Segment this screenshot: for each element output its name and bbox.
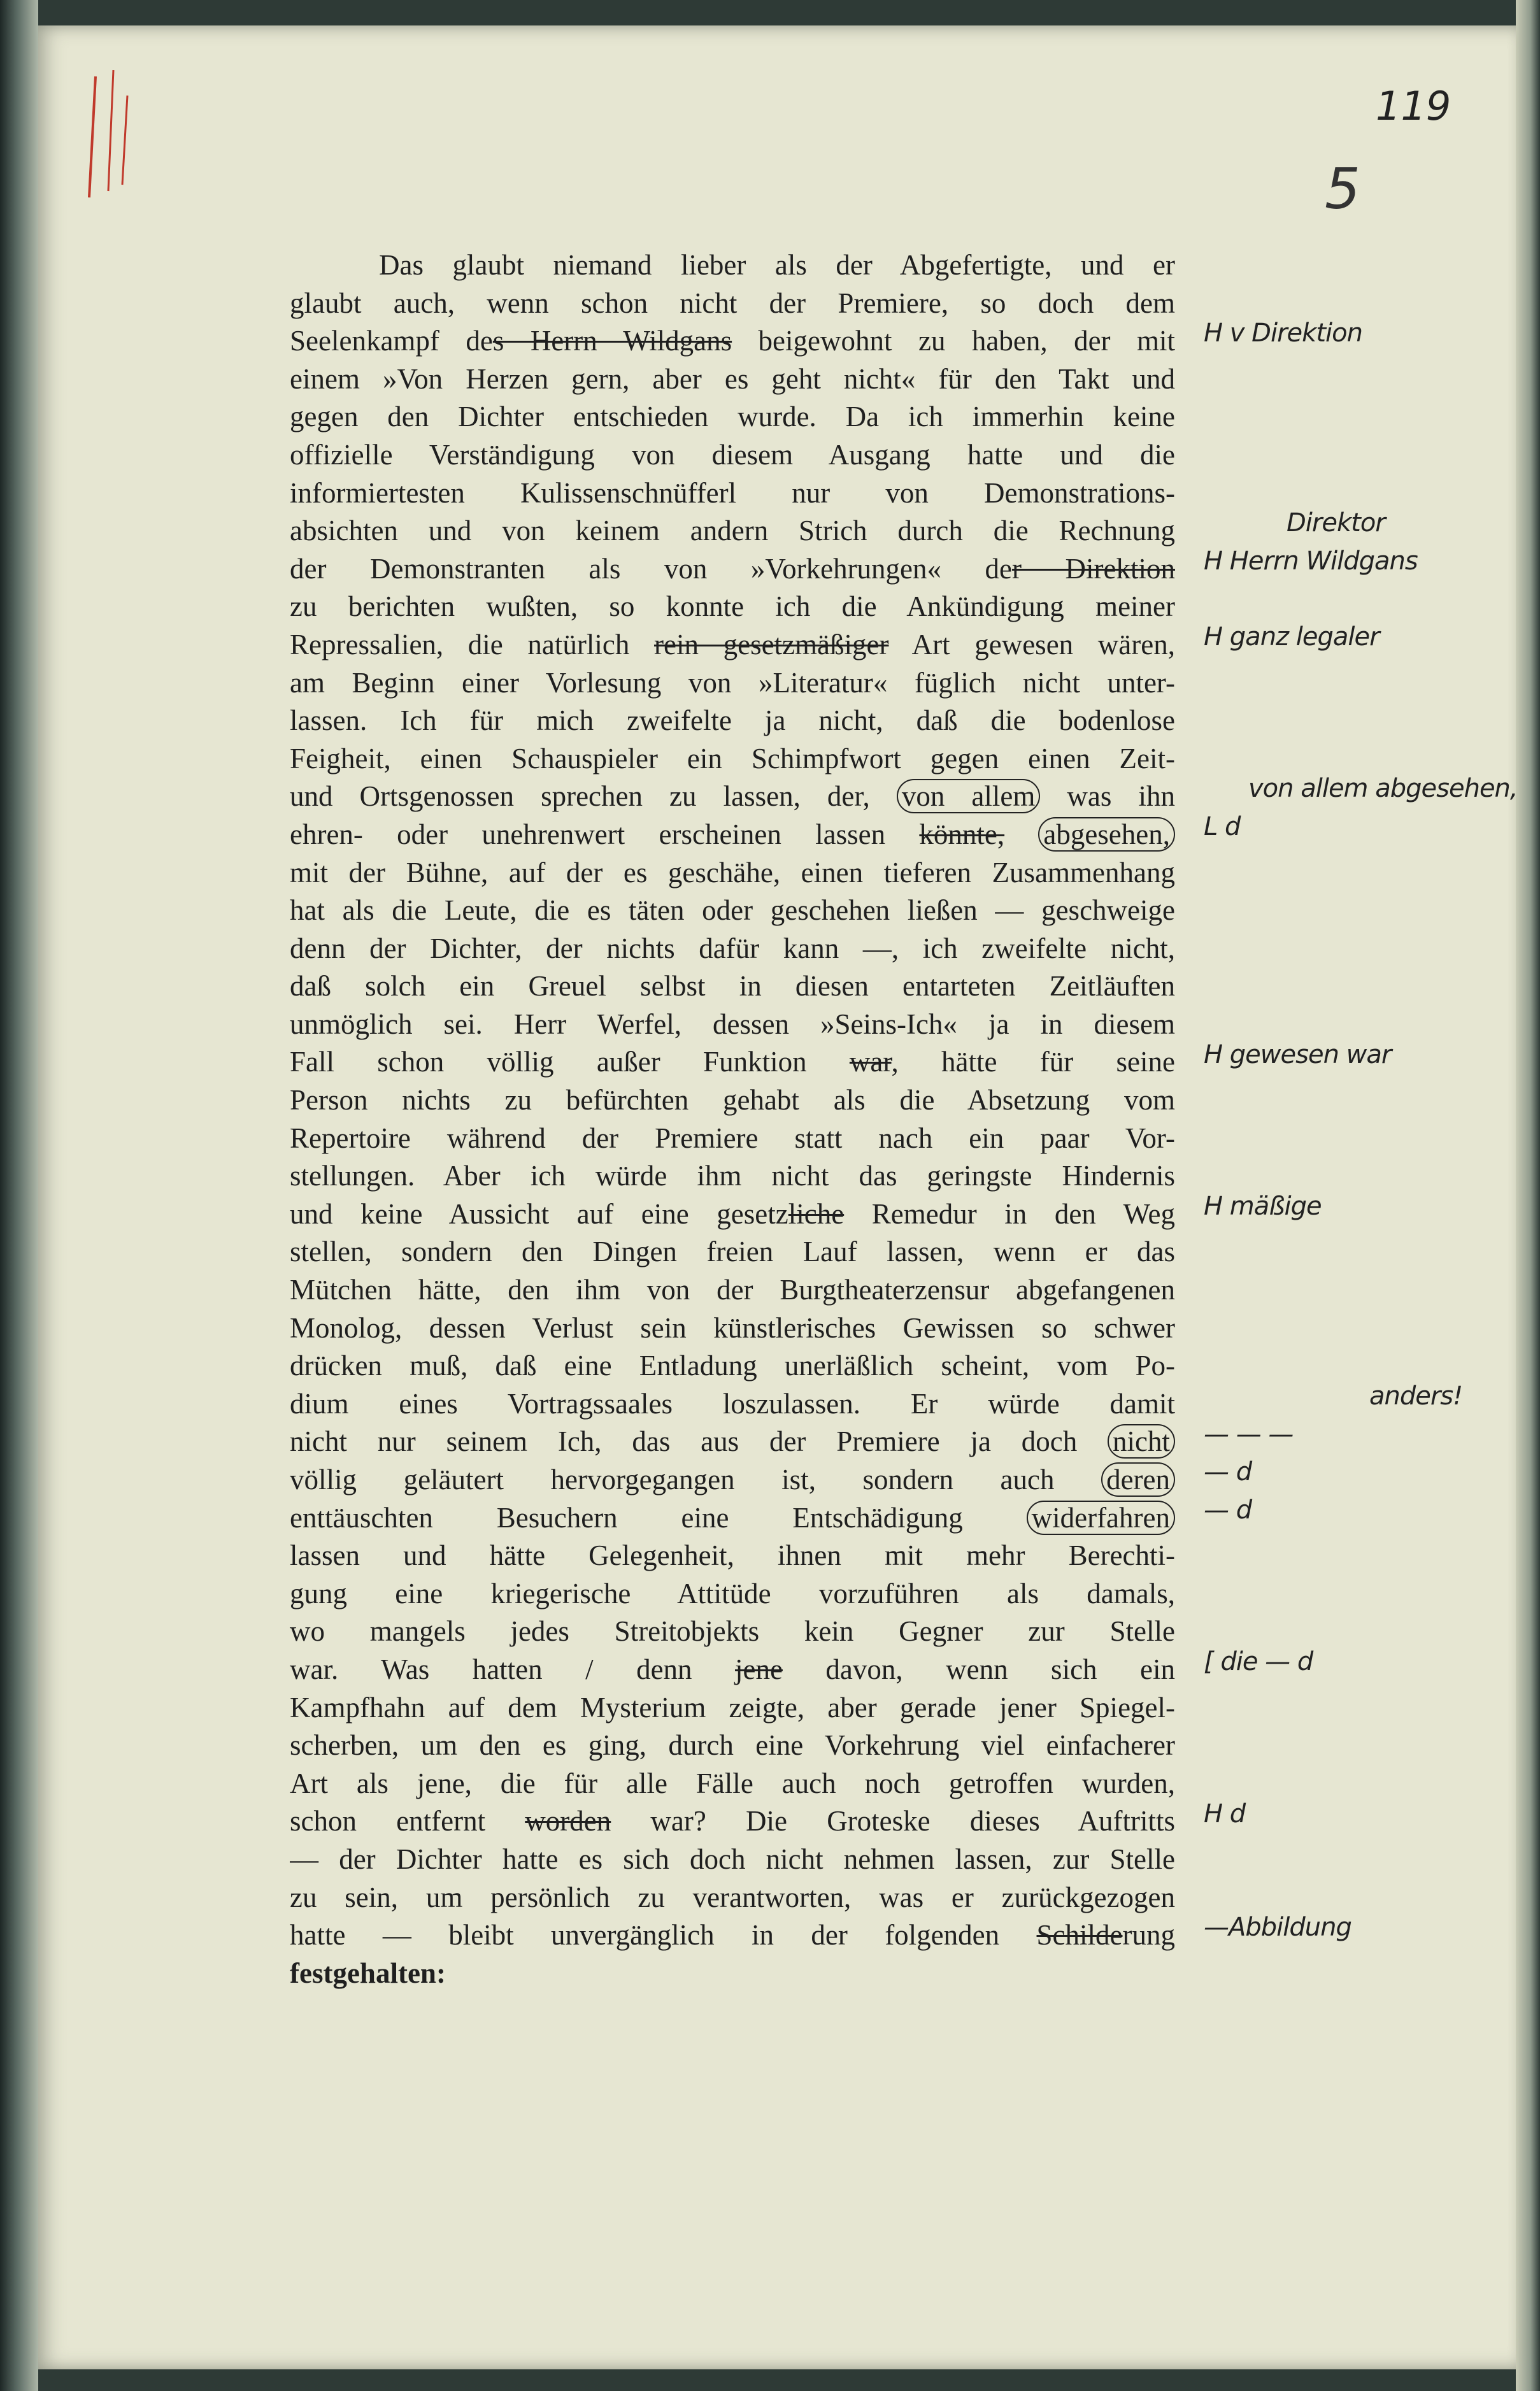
text-run: Person nichts zu befürchten gehabt als die Absetzung vom [290,1084,1175,1117]
text-run: schon entfernt [290,1805,525,1838]
text-line [290,1916,1175,1955]
text-run: , hätte für seine [891,1046,1175,1078]
margin-note: — d [1204,1495,1252,1525]
text-line [290,1385,1175,1424]
text-line [290,1575,1175,1613]
struck-text: war [849,1046,892,1078]
body-text [290,246,1175,1992]
text-line [290,1879,1175,1917]
text-run: Remedur in den Weg [844,1197,1175,1230]
text-line [290,778,1175,816]
text-line [290,740,1175,778]
struck-text: liche [788,1197,845,1230]
circled-text: abgesehen, [1038,817,1175,852]
text-line [290,436,1175,475]
margin-note: H gewesen war [1204,1039,1392,1069]
text-run: drücken muß, daß eine Entladung unerläßlich scheint, vom Po- [290,1350,1175,1382]
text-run [1004,818,1038,850]
text-line [290,1120,1175,1158]
text-run: scherben, um den es ging, durch eine Vorkehrung viel einfacherer [290,1729,1175,1762]
text-run: rung [1122,1919,1175,1952]
text-run: war? Die Groteske dieses Auftritts [611,1805,1175,1838]
margin-note: H Herrn Wildgans [1204,546,1418,576]
text-run: Fall schon völlig außer Funktion [290,1046,850,1078]
margin-note: — d [1204,1457,1252,1487]
margin-note: L d [1204,812,1241,841]
red-mark-stroke [89,76,96,197]
text-run: Feigheit, einen Schauspieler ein Schimpfwort gegen einen Zeit- [290,742,1175,774]
text-line [290,475,1175,513]
text-run: absichten und von keinem andern Strich durch die Rechnung [290,515,1175,547]
text-line [290,702,1175,740]
text-line [290,588,1175,626]
circled-text: von allem [897,779,1041,813]
text-run: unmöglich sei. Herr Werfel, dessen »Seins-Ich« ja in diesem [290,1008,1175,1040]
text-line [290,1310,1175,1348]
text-run: war. Was hatten / denn [290,1653,736,1685]
margin-note: H d [1204,1799,1246,1829]
text-line [290,1689,1175,1727]
text-line [290,285,1175,323]
text-run: zu sein, um persönlich zu verantworten, was er zurückgezogen [290,1881,1175,1913]
text-run: hatte — bleibt unvergänglich in der folgenden [290,1919,1037,1952]
struck-text: könnte, [919,818,1005,850]
text-line [290,1841,1175,1879]
text-line [290,1271,1175,1310]
text-run: informiertesten Kulissenschnüfferl nur von Demonstrations- [290,476,1175,509]
circled-text: deren [1101,1462,1175,1497]
text-run: am Beginn einer Vorlesung von »Literatur« füglich nicht unter- [290,666,1175,699]
struck-text: r Direktion [1012,552,1175,585]
struck-text: s Herrn Wildgans [492,325,732,357]
margin-note: H v Direktion [1204,318,1362,348]
text-run: wo mangels jedes Streitobjekts kein Gegner zur Stelle [290,1615,1175,1648]
text-run: gung eine kriegerische Attitüde vorzuführen als damals, [290,1577,1175,1609]
text-run: daß solch ein Greuel selbst in diesen entarteten Zeitläuften [290,970,1175,1003]
margin-note: anders! [1369,1381,1463,1411]
text-line [290,816,1175,854]
text-run: mit der Bühne, auf der es geschähe, einen tieferen Zusammenhang [290,856,1175,889]
text-run: stellen, sondern den Dingen freien Lauf lassen, wenn er das [290,1236,1175,1268]
text-line [290,550,1175,589]
text-run: Monolog, dessen Verlust sein künstlerisches Gewissen so schwer [290,1311,1175,1344]
text-run: beigewohnt zu haben, der mit [732,325,1175,357]
text-run: lassen. Ich für mich zweifelte ja nicht, daß die bodenlose [290,704,1175,737]
text-line [290,626,1175,664]
text-line [290,1347,1175,1385]
text-run: ehren- oder unehrenwert erscheinen lassen [290,818,920,850]
text-line [290,892,1175,930]
text-run: der Demonstranten als von »Vorkehrungen« de [290,552,1013,585]
text-line [290,360,1175,399]
circled-text: nicht [1108,1424,1175,1459]
bold-text: festgehalten: [290,1957,446,1989]
section-mark: 5 [1325,156,1360,222]
text-line [290,1499,1175,1538]
text-line [290,246,1175,285]
text-run: Mütchen hätte, den ihm von der Burgtheaterzensur abgefangenen [290,1274,1175,1306]
margin-note: H ganz legaler [1204,622,1380,652]
red-mark-stroke [108,70,113,191]
text-run: Repertoire während der Premiere statt nach ein paar Vor- [290,1122,1175,1154]
margin-note: [ die — d [1204,1647,1313,1677]
page-right-edge [1516,0,1540,2391]
text-line [290,967,1175,1006]
text-line [290,930,1175,968]
text-line [290,664,1175,703]
text-run: Das glaubt niemand lieber als der Abgefertigte, und er [379,249,1175,281]
text-run: offizielle Verständigung von diesem Ausgang hatte und die [290,438,1175,471]
red-mark-stroke [122,96,127,185]
margin-note: —Abbildung [1204,1913,1351,1943]
text-run: völlig geläutert hervorgegangen ist, sondern auch [290,1464,1102,1495]
text-run: lassen und hätte Gelegenheit, ihnen mit mehr Berechti- [290,1539,1175,1572]
text-run: Art als jene, die für alle Fälle auch noch getroffen wurden, [290,1767,1175,1799]
text-run: — der Dichter hatte es sich doch nicht nehmen lassen, zur Stelle [290,1843,1175,1875]
text-run: Kampfhahn auf dem Mysterium zeigte, aber gerade jener Spiegel- [290,1691,1175,1724]
text-line [290,1537,1175,1575]
red-pencil-marks [83,70,140,210]
margin-note: Direktor [1287,508,1385,538]
text-run: was ihn [1040,780,1175,813]
text-run: und Ortsgenossen sprechen zu lassen, der, [290,780,897,813]
text-run: Repressalien, die natürlich [290,628,654,660]
text-line [290,1081,1175,1120]
text-run: davon, wenn sich ein [782,1653,1175,1685]
struck-text: worden [525,1805,611,1838]
text-line [290,322,1175,360]
text-line [290,1196,1175,1234]
text-run: gegen den Dichter entschieden wurde. Da ich immerhin keine [290,401,1175,433]
text-line [290,1802,1175,1841]
text-line [290,854,1175,892]
text-line [290,1423,1175,1461]
text-line [290,1157,1175,1196]
text-line [290,1765,1175,1803]
text-run: glaubt auch, wenn schon nicht der Premiere, so doch dem [290,287,1175,319]
text-line [290,1613,1175,1651]
struck-text: rein gesetzmäßiger [654,628,889,660]
text-line [290,1006,1175,1044]
text-line [290,1233,1175,1271]
margin-note: von allem abgesehen, [1248,774,1518,804]
page-number: 119 [1376,83,1451,129]
text-line [290,1043,1175,1081]
struck-text: Schilde [1036,1919,1123,1952]
text-line [290,1955,1175,1993]
circled-text: widerfahren [1027,1501,1175,1535]
text-run: dium eines Vortragssaales loszulassen. Er würde damit [290,1387,1175,1420]
margin-note: — — — [1204,1419,1294,1449]
text-run: Art gewesen wären, [888,628,1175,660]
text-run: nicht nur seinem Ich, das aus der Premiere ja doch [290,1425,1108,1458]
text-run: zu berichten wußten, so konnte ich die Ankündigung meiner [290,590,1175,623]
text-run: Seelenkampf de [290,325,493,357]
text-run: einem »Von Herzen gern, aber es geht nicht« für den Takt und [290,362,1175,395]
text-line [290,1461,1175,1499]
text-run: enttäuschten Besuchern eine Entschädigung [290,1501,1027,1534]
text-line [290,1651,1175,1689]
book-binding-edge [0,0,38,2391]
text-run: stellungen. Aber ich würde ihm nicht das geringste Hindernis [290,1160,1175,1192]
text-line [290,1727,1175,1765]
text-line [290,512,1175,550]
struck-text: jene [735,1653,783,1685]
text-run: hat als die Leute, die es täten oder geschehen ließen — geschweige [290,894,1175,927]
text-line [290,398,1175,436]
text-run: und keine Aussicht auf eine gesetz [290,1197,788,1230]
margin-note: H mäßige [1204,1192,1322,1221]
text-run: denn der Dichter, der nichts dafür kann —, ich zweifelte nicht, [290,932,1175,964]
